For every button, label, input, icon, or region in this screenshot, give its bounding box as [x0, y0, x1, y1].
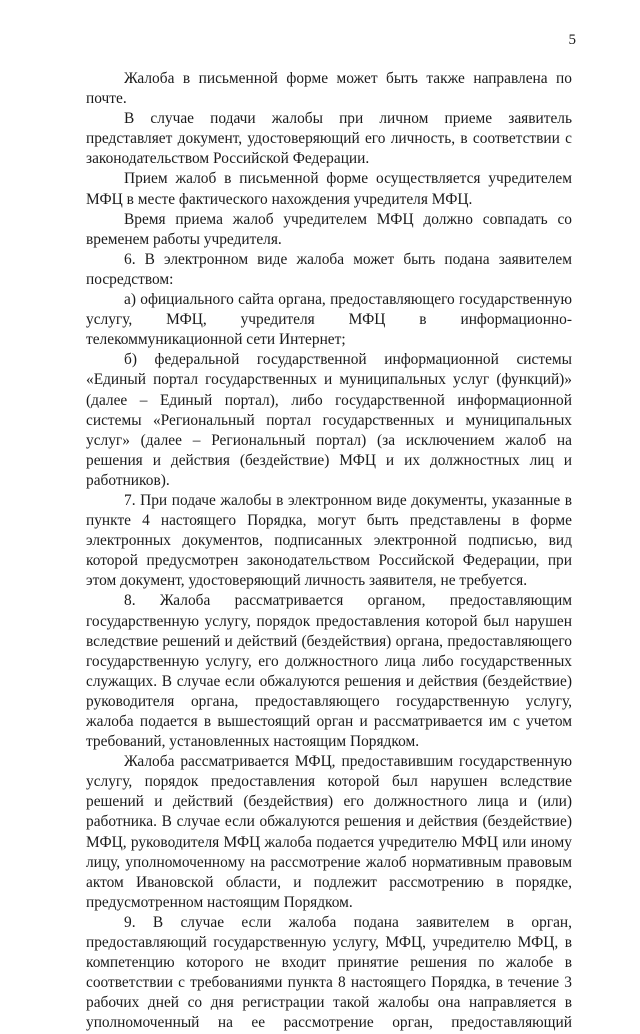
paragraph-item-7: 7. При подаче жалобы в электронном виде документы, указанные в пункте 4 настоящего Порядка, могут быть представлены в форме электронных документов, подписанных электронной подписью, вид которой предусмотрен законодательством Российской Федерации, при этом документ, удостоверяющий личность заявителя, не требуется. — [86, 491, 572, 590]
paragraph-mfc-review: Жалоба рассматривается МФЦ, предоставившим государственную услугу, порядок предоставления которой был нарушен вследствие решений и действий (бездействия) его должностного лица и (или) работника. В случае если обжалуются решения и действия (бездействие) МФЦ, руководителя МФЦ жалоба подается учредителю МФЦ или иному лицу, уполномоченному на рассмотрение жалоб нормативным правовым актом Ивановской области, и подлежит рассмотрению в порядке, предусмотренном настоящим Порядком. — [86, 753, 572, 911]
page-number: 5 — [568, 32, 576, 48]
paragraph-written-reception: Прием жалоб в письменной форме осуществляется учредителем МФЦ в месте фактического нахождения учредителя МФЦ. — [86, 170, 572, 208]
paragraph-item-8: 8. Жалоба рассматривается органом, предоставляющим государственную услугу, порядок предоставления которой был нарушен вследствие решений и действий (бездействия) органа, предоставляющего государственную услугу, его должностного лица либо государственных служащих. В случае если обжалуются решения и действия (бездействие) руководителя органа, предоставляющего государственную услугу, жалоба подается в вышестоящий орган и рассматривается им с учетом требований, установленных настоящим Порядком. — [86, 592, 572, 751]
paragraph-mail-submission: Жалоба в письменной форме может быть также направлена по почте. — [86, 70, 572, 108]
paragraph-item-6: 6. В электронном виде жалоба может быть подана заявителем посредством: — [86, 250, 572, 288]
paragraph-reception-time: Время приема жалоб учредителем МФЦ должно совпадать со временем работы учредителя. — [86, 210, 572, 248]
document-body — [86, 69, 572, 1034]
paragraph-personal-submission: В случае подачи жалобы при личном приеме заявитель представляет документ, удостоверяющий его личность, в соответствии с законодательством Российской Федерации. — [86, 110, 572, 168]
paragraph-item-6a: а) официального сайта органа, предоставляющего государственную услугу, МФЦ, учредителя МФЦ в информационно-телекоммуникационной сети Интернет; — [86, 291, 572, 349]
paragraph-item-9: 9. В случае если жалоба подана заявителем в орган, предоставляющий государственную услугу, МФЦ, учредителю МФЦ, в компетенцию которого не входит принятие решения по жалобе в соответствии с требованиями пункта 8 настоящего Порядка, в течение 3 рабочих дней со дня регистрации такой жалобы она направляется в уполномоченный на ее рассмотрение орган, предоставляющий — [86, 913, 572, 1032]
paragraph-item-6b: б) федеральной государственной информационной системы «Единый портал государственных и муниципальных услуг (функций)» (далее – Единый портал), либо государственной информационной системы «Региональный портал государственных и муниципальных услуг» (далее – Региональный портал) (за исключением жалоб на решения и действия (бездействие) МФЦ и их должностных лиц и работников). — [86, 351, 572, 489]
